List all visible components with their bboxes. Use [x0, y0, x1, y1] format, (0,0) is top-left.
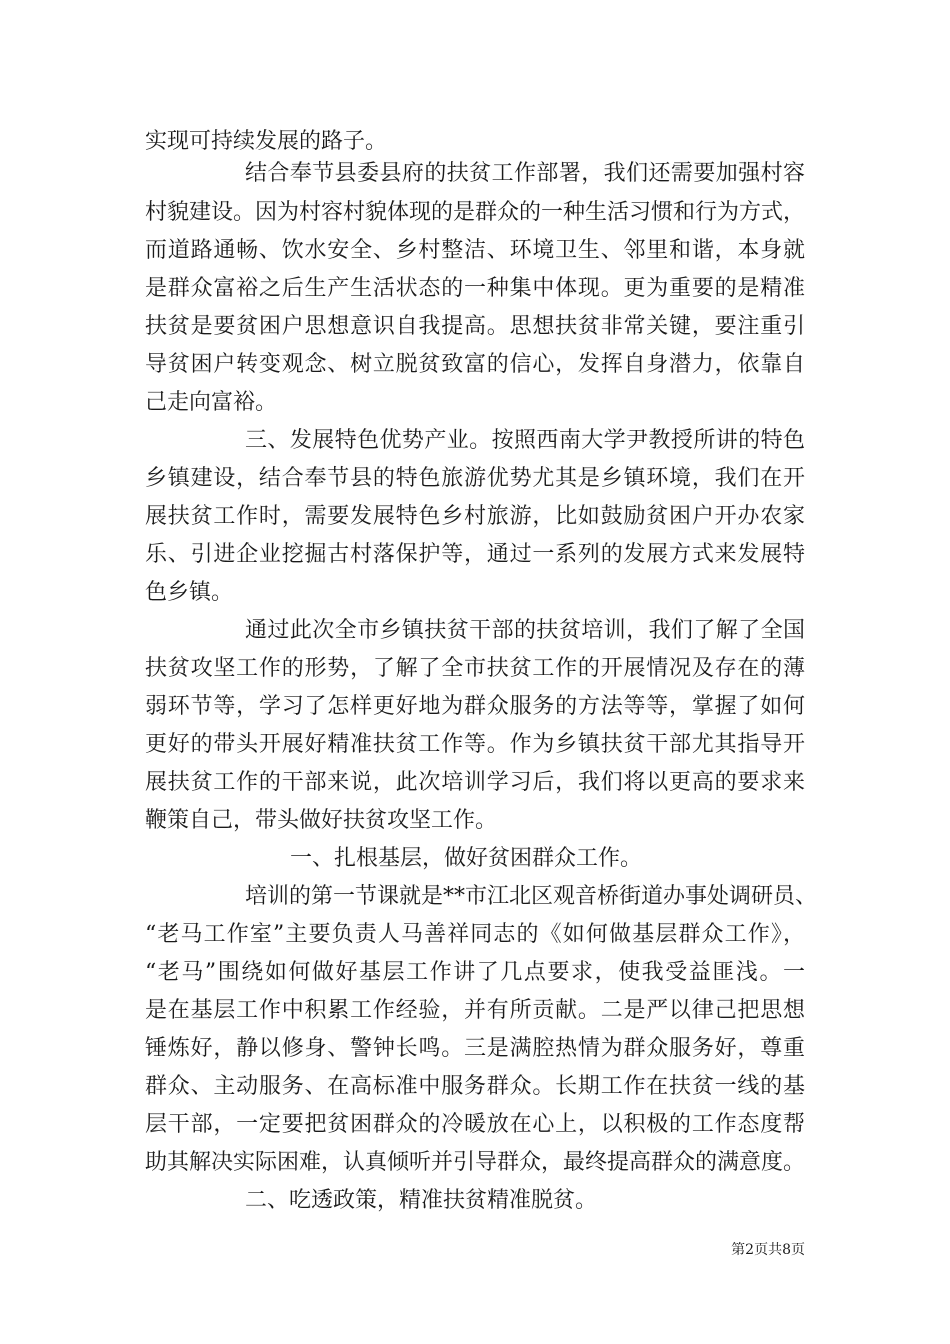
- text-line: 助其解决实际困难，认真倾听并引导群众，最终提高群众的满意度。: [145, 1150, 806, 1175]
- text-line: 乐、引进企业挖掘古村落保护等，通过一系列的发展方式来发展特: [145, 542, 805, 567]
- text-line: 是在基层工作中积累工作经验，并有所贡献。二是严以律己把思想: [145, 998, 805, 1023]
- text-line: “老马”围绕如何做好基层工作讲了几点要求，使我受益匪浅。一: [145, 960, 805, 985]
- page-number: 第2页共8页: [731, 1242, 805, 1258]
- text-line: 弱环节等，学习了怎样更好地为群众服务的方法等等，掌握了如何: [145, 694, 805, 719]
- text-line: 群众、主动服务、在高标准中服务群众。长期工作在扶贫一线的基: [145, 1074, 805, 1099]
- text-line: 实现可持续发展的路子。: [145, 129, 388, 154]
- section-heading: 二、吃透政策，精准扶贫精准脱贫。: [245, 1188, 598, 1213]
- text-line: 展扶贫工作的干部来说，此次培训学习后，我们将以更高的要求来: [145, 770, 805, 795]
- text-line: 而道路通畅、饮水安全、乡村整洁、环境卫生、邻里和谐，本身就: [145, 238, 805, 263]
- text-line: 展扶贫工作时，需要发展特色乡村旅游，比如鼓励贫困户开办农家: [145, 504, 805, 529]
- text-line: 三、发展特色优势产业。按照西南大学尹教授所讲的特色: [245, 428, 805, 453]
- text-line: 导贫困户转变观念、树立脱贫致富的信心，发挥自身潜力，依靠自: [145, 352, 805, 377]
- text-line: 村貌建设。因为村容村貌体现的是群众的一种生活习惯和行为方式，: [145, 200, 806, 225]
- text-line: 通过此次全市乡镇扶贫干部的扶贫培训，我们了解了全国: [245, 618, 805, 643]
- text-line: 色乡镇。: [145, 580, 234, 605]
- text-line: 层干部，一定要把贫困群众的冷暖放在心上，以积极的工作态度帮: [145, 1112, 805, 1137]
- text-line: 扶贫攻坚工作的形势，了解了全市扶贫工作的开展情况及存在的薄: [145, 656, 805, 681]
- section-heading: 一、扎根基层，做好贫困群众工作。: [290, 846, 643, 871]
- text-line: 结合奉节县委县府的扶贫工作部署，我们还需要加强村容: [245, 161, 805, 186]
- text-line: 培训的第一节课就是**市江北区观音桥街道办事处调研员、: [245, 884, 818, 909]
- text-line: 锤炼好，静以修身、警钟长鸣。三是满腔热情为群众服务好，尊重: [145, 1036, 805, 1061]
- text-line: 鞭策自己，带头做好扶贫攻坚工作。: [145, 808, 498, 833]
- text-line: 乡镇建设，结合奉节县的特色旅游优势尤其是乡镇环境，我们在开: [145, 466, 805, 491]
- text-line: 是群众富裕之后生产生活状态的一种集中体现。更为重要的是精准: [145, 276, 805, 301]
- text-line: 扶贫是要贫困户思想意识自我提高。思想扶贫非常关键，要注重引: [145, 314, 805, 339]
- text-line: 己走向富裕。: [145, 390, 278, 415]
- text-line: 更好的带头开展好精准扶贫工作等。作为乡镇扶贫干部尤其指导开: [145, 732, 805, 757]
- text-line: “老马工作室”主要负责人马善祥同志的《如何做基层群众工作》，: [145, 922, 805, 947]
